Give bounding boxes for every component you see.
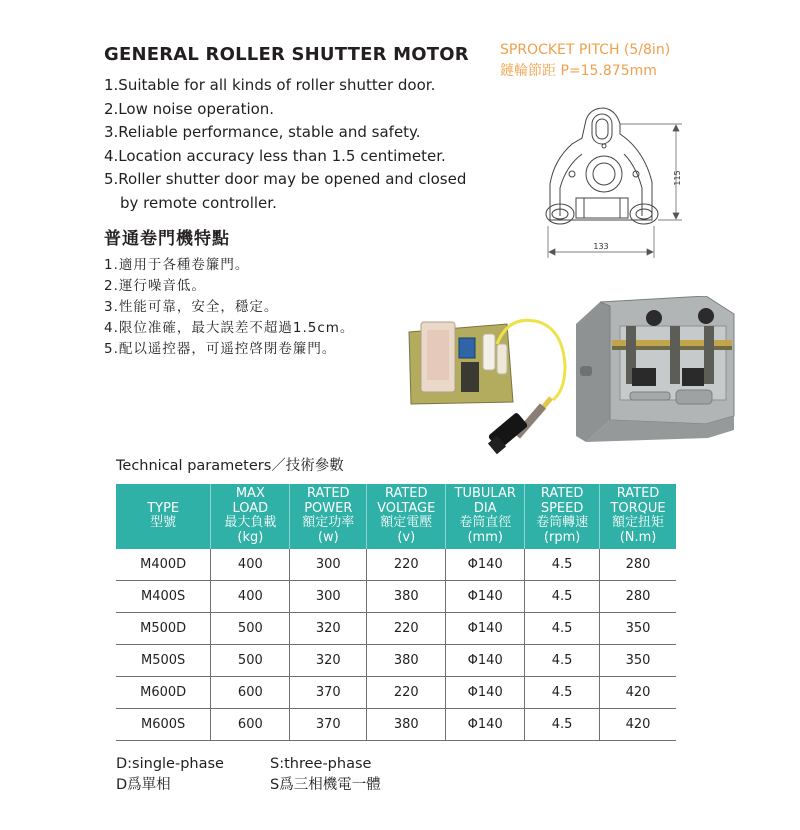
- header-line: (kg): [237, 529, 264, 545]
- cell-rated-voltage: 380: [367, 709, 446, 741]
- cell-max-load: 600: [211, 709, 290, 741]
- sprocket-pitch-zh: 鏈輪節距 P=15.875mm: [500, 63, 657, 79]
- cell-type: M600D: [116, 677, 211, 709]
- header-line: DIA: [473, 500, 497, 516]
- cell-rated-voltage: 380: [367, 645, 446, 677]
- feature-en-item: 5.Roller shutter door may be opened and closed: [104, 170, 467, 188]
- three-phase-note-en: S:three-phase: [270, 756, 372, 772]
- cell-type: M500S: [116, 645, 211, 677]
- feature-en-item: 1.Suitable for all kinds of roller shutter door.: [104, 76, 436, 94]
- cell-rated-voltage: 220: [367, 613, 446, 645]
- feature-zh-item: 5.配以遥控器，可遥控啓閉卷簾門。: [104, 341, 337, 357]
- cell-max-load: 400: [211, 581, 290, 613]
- header-line: RATED: [616, 486, 660, 501]
- cell-rated-power: 320: [290, 613, 367, 645]
- header-line: RATED: [540, 486, 584, 501]
- header-line: POWER: [304, 500, 353, 516]
- header-line: 型號: [150, 515, 177, 530]
- table-row: [116, 613, 676, 645]
- cell-rated-torque: 350: [600, 645, 676, 677]
- header-line: (w): [317, 529, 339, 545]
- table-row: [116, 677, 676, 709]
- cell-rated-power: 300: [290, 549, 367, 581]
- header-line: RATED: [307, 486, 350, 501]
- sprocket-pitch-en: SPROCKET PITCH (5/8in): [500, 42, 671, 58]
- notes-en-row: [116, 754, 381, 775]
- header-line: TYPE: [147, 500, 180, 516]
- table-row: [116, 709, 676, 741]
- technical-parameters-table: [116, 484, 676, 741]
- cell-max-load: 600: [211, 677, 290, 709]
- cell-max-load: 500: [211, 645, 290, 677]
- table-row: [116, 645, 676, 677]
- cell-type: M400D: [116, 549, 211, 581]
- features-zh-list: [104, 255, 354, 360]
- header-line: (rpm): [543, 529, 581, 545]
- feature-zh-item: 1.適用于各種卷簾門。: [104, 257, 250, 273]
- dimension-height-label: 115: [673, 170, 682, 186]
- header-line: 卷筒直徑: [459, 515, 512, 530]
- cell-tubular-dia: Φ140: [446, 549, 525, 581]
- cell-rated-torque: 280: [600, 581, 676, 613]
- header-line: RATED: [384, 486, 428, 501]
- technical-parameters-title: Technical parameters／技術參數: [116, 458, 344, 474]
- table-row: [116, 549, 676, 581]
- control-board-image: [405, 300, 575, 480]
- cell-tubular-dia: Φ140: [446, 581, 525, 613]
- cell-max-load: 500: [211, 613, 290, 645]
- header-line: 最大負載: [224, 515, 277, 530]
- header-rated-power: [290, 484, 367, 549]
- cell-rated-torque: 350: [600, 613, 676, 645]
- header-rated-torque: [600, 484, 676, 549]
- cell-tubular-dia: Φ140: [446, 709, 525, 741]
- bracket-technical-drawing: [520, 98, 690, 260]
- cell-tubular-dia: Φ140: [446, 677, 525, 709]
- cell-type: M500D: [116, 613, 211, 645]
- cell-rated-power: 320: [290, 645, 367, 677]
- table-header-row: [116, 484, 676, 549]
- sprocket-pitch-note: [500, 40, 670, 82]
- header-rated-voltage: [367, 484, 446, 549]
- notes-zh-row: [116, 775, 381, 796]
- header-line: (v): [397, 529, 416, 545]
- single-phase-note-en: D:single-phase: [116, 756, 224, 772]
- cell-rated-speed: 4.5: [525, 645, 600, 677]
- cell-rated-torque: 420: [600, 709, 676, 741]
- single-phase-note-zh: D爲單相: [116, 777, 171, 793]
- feature-zh-item: 4.限位准確，最大誤差不超過1.5cm。: [104, 320, 355, 336]
- cell-rated-power: 300: [290, 581, 367, 613]
- cell-type: M400S: [116, 581, 211, 613]
- feature-en-item: 2.Low noise operation.: [104, 99, 275, 118]
- cell-rated-voltage: 380: [367, 581, 446, 613]
- header-line: 額定扭矩: [612, 515, 665, 530]
- phase-notes: [116, 754, 381, 796]
- cell-rated-torque: 420: [600, 677, 676, 709]
- cell-tubular-dia: Φ140: [446, 645, 525, 677]
- features-zh-title: 普通卷門機特點: [104, 229, 230, 249]
- header-line: MAX: [235, 486, 265, 501]
- cell-rated-power: 370: [290, 677, 367, 709]
- header-tubular-dia: [446, 484, 525, 549]
- header-line: 額定功率: [302, 515, 355, 530]
- header-line: (mm): [467, 529, 503, 545]
- table-row: [116, 581, 676, 613]
- dimension-width-label: 133: [593, 242, 609, 251]
- features-en-list: [104, 74, 466, 215]
- header-line: 卷筒轉速: [536, 515, 589, 530]
- cell-rated-speed: 4.5: [525, 613, 600, 645]
- feature-en-item: 3.Reliable performance, stable and safety.: [104, 123, 421, 141]
- header-max-load: [211, 484, 290, 549]
- header-line: TORQUE: [610, 500, 666, 516]
- header-line: (N.m): [619, 529, 657, 545]
- cell-max-load: 400: [211, 549, 290, 581]
- feature-en-item: 4.Location accuracy less than 1.5 centimeter.: [104, 146, 446, 165]
- cell-rated-torque: 280: [600, 549, 676, 581]
- three-phase-note-zh: S爲三相機電一體: [270, 777, 381, 793]
- cell-rated-voltage: 220: [367, 677, 446, 709]
- header-line: LOAD: [232, 500, 269, 516]
- cell-type: M600S: [116, 709, 211, 741]
- header-line: 額定電壓: [380, 515, 433, 530]
- motor-limit-switch-image: [576, 296, 738, 446]
- header-line: TUBULAR: [454, 486, 516, 501]
- cell-rated-speed: 4.5: [525, 549, 600, 581]
- header-line: SPEED: [540, 500, 584, 516]
- cell-rated-speed: 4.5: [525, 677, 600, 709]
- cell-rated-speed: 4.5: [525, 581, 600, 613]
- page-title: GENERAL ROLLER SHUTTER MOTOR: [104, 44, 469, 65]
- cell-tubular-dia: Φ140: [446, 613, 525, 645]
- cell-rated-power: 370: [290, 709, 367, 741]
- feature-zh-item: 3.性能可靠，安全，穩定。: [104, 299, 279, 315]
- feature-en-item-continuation: by remote controller.: [120, 193, 277, 212]
- feature-zh-item: 2.運行噪音低。: [104, 278, 206, 294]
- header-rated-speed: [525, 484, 600, 549]
- cell-rated-voltage: 220: [367, 549, 446, 581]
- header-type: [116, 484, 211, 549]
- cell-rated-speed: 4.5: [525, 709, 600, 741]
- header-line: VOLTAGE: [377, 500, 436, 516]
